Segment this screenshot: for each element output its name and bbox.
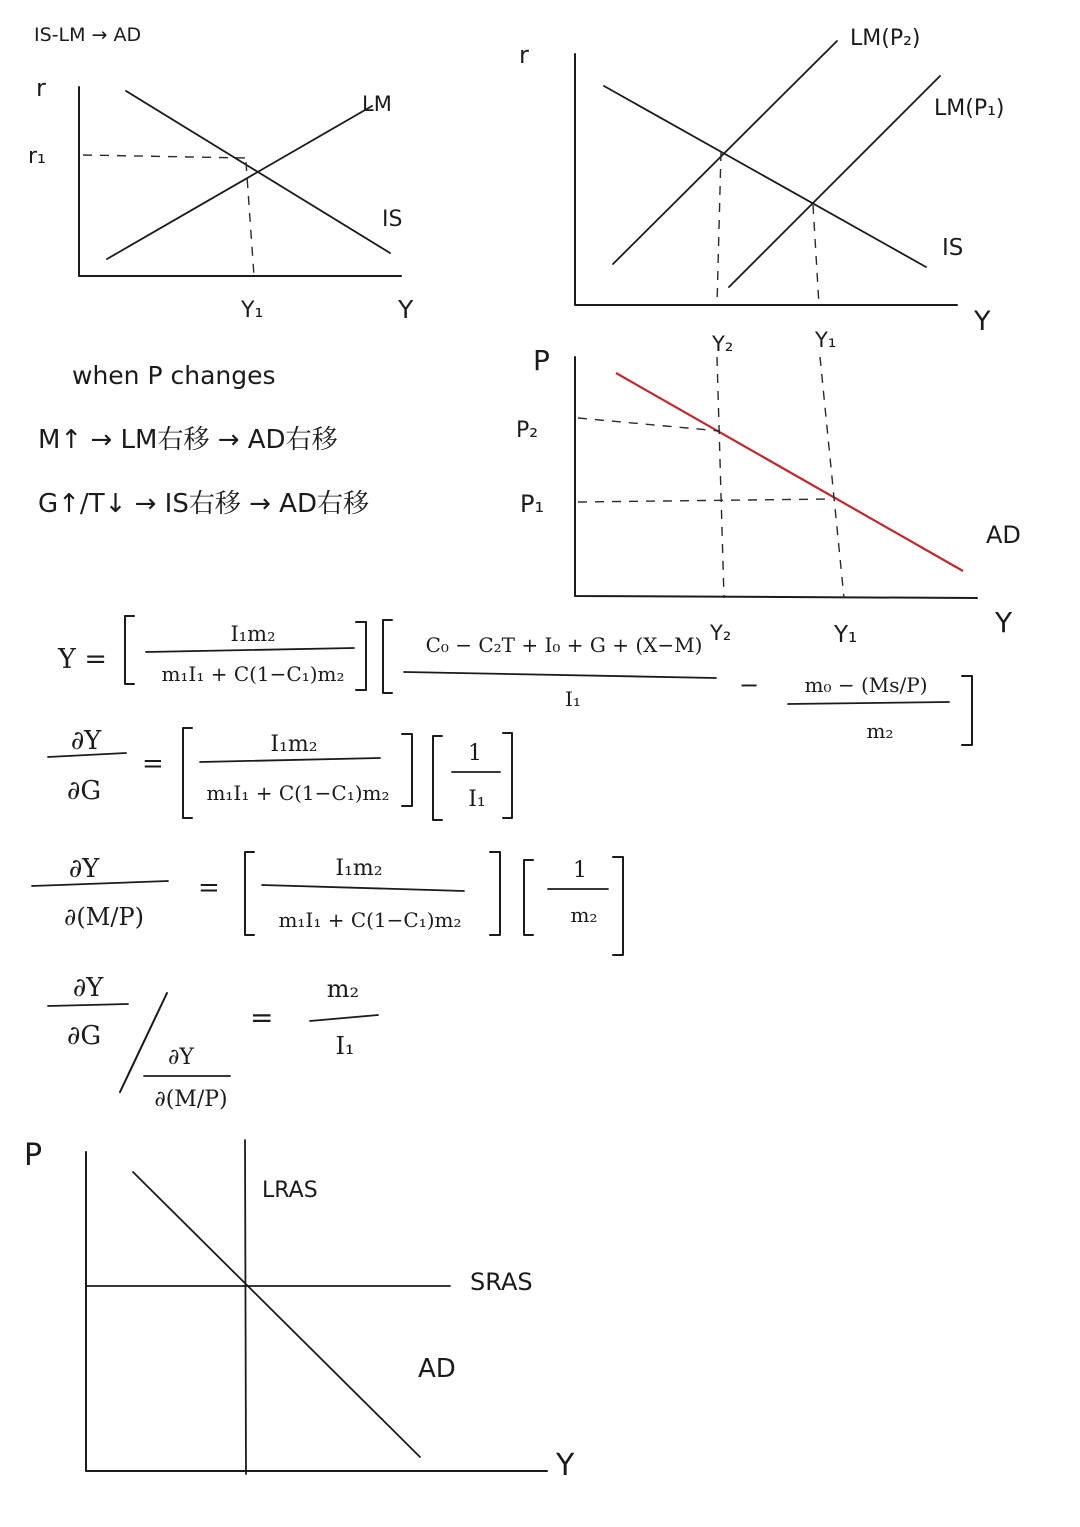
eq3-lhs-den: ∂(M/P) bbox=[64, 903, 144, 931]
is-lm-price-diagram bbox=[519, 26, 1005, 356]
eq3-frac-a-bar bbox=[262, 885, 464, 891]
eq2-lhs-num: ∂Y bbox=[70, 726, 102, 756]
fig4-sras-label: SRAS bbox=[470, 1268, 533, 1296]
fig2-lm-p2-label: LM(P₂) bbox=[850, 26, 921, 51]
fig1-y1-dashline bbox=[246, 162, 254, 276]
eq4-result-bar bbox=[310, 1015, 378, 1021]
fig1-y1-label: Y₁ bbox=[241, 298, 264, 323]
eq1-frac-c-bar bbox=[788, 702, 949, 704]
fig2-y1-dashline bbox=[813, 205, 819, 305]
eq3-lhs-bar bbox=[32, 881, 168, 886]
fig1-x-axis-label: Y bbox=[398, 295, 414, 324]
equation-ratio bbox=[48, 973, 378, 1112]
fig1-lm-curve bbox=[107, 106, 372, 259]
fig2-is-label: IS bbox=[942, 235, 964, 261]
eq2-frac-a-den: m₁I₁ + C(1−C₁)m₂ bbox=[206, 781, 390, 805]
eq1-frac-b-bar bbox=[404, 672, 716, 678]
eq3-bracket-close-b bbox=[613, 857, 623, 955]
eq4-equals: = bbox=[250, 1001, 274, 1034]
eq4-top-den: ∂G bbox=[66, 1021, 102, 1051]
fig1-is-label: IS bbox=[382, 207, 403, 232]
fig2-axes bbox=[575, 54, 957, 305]
eq1-frac-a-bar bbox=[146, 648, 354, 652]
fig2-y2-dashline bbox=[717, 152, 721, 305]
eq1-frac-b-num: C₀ − C₂T + I₀ + G + (X−M) bbox=[425, 633, 703, 657]
notes bbox=[38, 361, 369, 519]
fig3-y-axis-label: P bbox=[533, 344, 550, 377]
eq4-result-den: I₁ bbox=[335, 1032, 355, 1060]
ad-derivation-diagram bbox=[516, 344, 1021, 648]
eq2-frac-a-num: I₁m₂ bbox=[270, 732, 318, 757]
eq3-equals: = bbox=[198, 873, 220, 903]
eq1-frac-c-num: m₀ − (Ms/P) bbox=[804, 673, 928, 697]
fig3-y2-label: Y₂ bbox=[710, 621, 732, 645]
page-title: IS-LM → AD bbox=[34, 24, 142, 46]
fig3-p1-dashline bbox=[578, 499, 832, 502]
fig2-lm-p1-curve bbox=[729, 76, 940, 287]
eq3-lhs-num: ∂Y bbox=[68, 854, 100, 884]
eq4-division-slash bbox=[120, 993, 167, 1092]
fig1-r1-dashline bbox=[83, 155, 246, 158]
eq1-frac-c-den: m₂ bbox=[866, 719, 894, 743]
eq3-frac-a-num: I₁m₂ bbox=[335, 856, 383, 881]
ad-as-diagram bbox=[24, 1138, 575, 1483]
fig2-x-axis-label: Y bbox=[974, 306, 991, 337]
fig3-y1-dashline bbox=[820, 357, 844, 598]
eq1-bracket-close-a bbox=[356, 622, 366, 690]
eq2-frac-a-bar bbox=[200, 758, 380, 762]
fig3-y1-label: Y₁ bbox=[834, 622, 858, 648]
fig4-ad-label: AD bbox=[418, 1354, 456, 1384]
eq2-bracket-close-b bbox=[503, 733, 512, 818]
fig4-lras-line bbox=[245, 1140, 246, 1474]
eq4-top-bar bbox=[48, 1004, 128, 1006]
fig3-x-axis-label: Y bbox=[995, 606, 1013, 639]
is-lm-diagram bbox=[28, 74, 414, 324]
fig4-ad-line bbox=[133, 1172, 420, 1457]
equation-dy-dg bbox=[48, 726, 512, 820]
eq2-bracket-open-a bbox=[183, 728, 192, 818]
eq2-bracket-open-b bbox=[433, 736, 442, 820]
eq2-bracket-close-a bbox=[402, 734, 412, 806]
eq2-lhs-den: ∂G bbox=[66, 776, 102, 806]
equation-dy-dmp bbox=[32, 852, 623, 955]
note-when-p-changes: when P changes bbox=[72, 361, 276, 390]
eq2-frac-b-den: I₁ bbox=[468, 787, 486, 812]
eq1-frac-a-num: I₁m₂ bbox=[230, 622, 276, 646]
fig1-y-axis-label: r bbox=[36, 74, 46, 102]
fig4-y-axis-label: P bbox=[24, 1138, 43, 1173]
fig2-y2-label: Y₂ bbox=[712, 332, 734, 356]
fig3-p1-label: P₁ bbox=[520, 490, 545, 518]
fig3-axes bbox=[575, 357, 977, 598]
eq1-bracket-close-b bbox=[962, 676, 972, 745]
fig2-y1-label: Y₁ bbox=[815, 328, 837, 352]
note-fiscal-policy: G↑/T↓ → IS右移 → AD右移 bbox=[38, 489, 369, 519]
eq3-frac-b-num: 1 bbox=[573, 858, 587, 883]
eq1-lhs: Y = bbox=[58, 644, 108, 675]
note-money-supply: M↑ → LM右移 → AD右移 bbox=[38, 425, 338, 455]
fig1-lm-label: LM bbox=[362, 92, 392, 116]
fig2-lm-p1-label: LM(P₁) bbox=[934, 96, 1005, 121]
eq1-bracket-open-a bbox=[125, 616, 134, 684]
eq4-top-num: ∂Y bbox=[72, 973, 104, 1003]
fig2-y-axis-label: r bbox=[519, 41, 529, 69]
eq3-bracket-open-b bbox=[524, 860, 533, 935]
fig1-r1-label: r₁ bbox=[28, 144, 46, 169]
fig3-ad-label: AD bbox=[986, 521, 1021, 549]
eq2-frac-b-num: 1 bbox=[468, 741, 482, 766]
eq3-bracket-open-a bbox=[245, 852, 254, 935]
fig4-lras-label: LRAS bbox=[262, 1178, 318, 1203]
eq3-frac-b-den: m₂ bbox=[570, 903, 598, 927]
eq4-bot-den: ∂(M/P) bbox=[154, 1087, 228, 1112]
eq3-frac-a-den: m₁I₁ + C(1−C₁)m₂ bbox=[278, 908, 462, 932]
eq1-minus: − bbox=[739, 671, 760, 699]
eq1-bracket-open-b bbox=[383, 620, 392, 693]
fig4-x-axis-label: Y bbox=[556, 1448, 575, 1483]
eq1-frac-b-den: I₁ bbox=[565, 687, 581, 711]
fig3-ad-curve bbox=[616, 373, 963, 571]
eq3-bracket-close-a bbox=[490, 852, 500, 935]
eq1-frac-a-den: m₁I₁ + C(1−C₁)m₂ bbox=[161, 662, 345, 686]
fig3-y2-dashline bbox=[717, 357, 724, 598]
fig2-lm-p2-curve bbox=[613, 41, 837, 264]
eq4-result-num: m₂ bbox=[326, 975, 360, 1003]
eq4-bot-num: ∂Y bbox=[168, 1045, 194, 1070]
eq2-equals: = bbox=[142, 749, 164, 779]
fig3-p2-label: P₂ bbox=[516, 418, 539, 443]
